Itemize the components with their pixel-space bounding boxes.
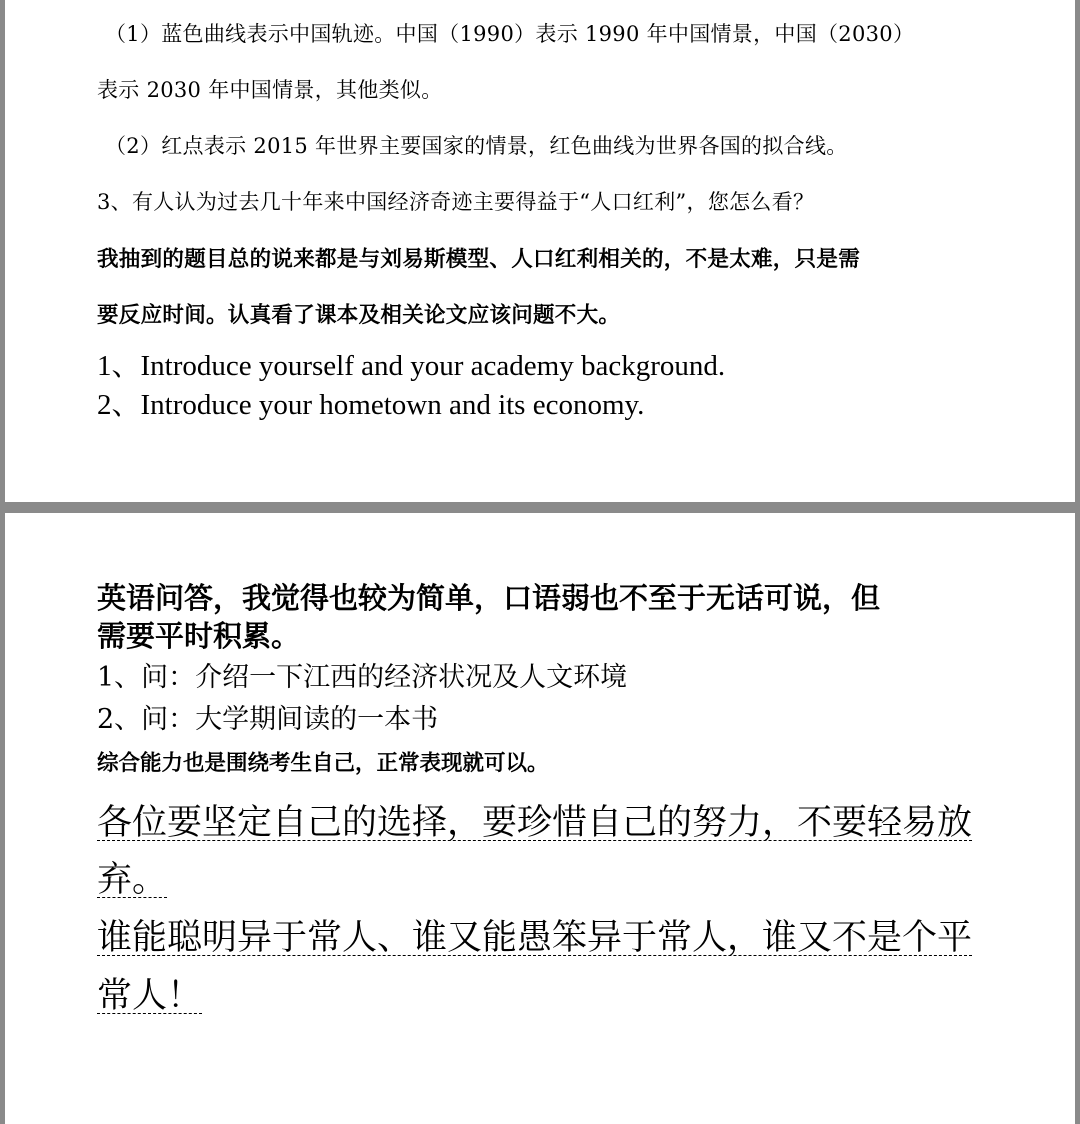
motto-2-line-1: 谁能聪明异于常人、谁又能愚笨异于常人，谁又不是个平 — [97, 918, 973, 958]
question-3: 3、有人认为过去几十年来中国经济奇迹主要得益于“人口红利”，您怎么看？ — [97, 190, 815, 214]
motto-1-line-2: 弃。 — [97, 860, 168, 900]
document-page-1 — [5, 0, 1075, 502]
english-question-2: 2、Introduce your hometown and its economy. — [97, 389, 645, 421]
qa-question-2: 2、问：大学期间读的一本书 — [97, 704, 439, 735]
comment-line-1: 我抽到的题目总的说来都是与刘易斯模型、人口红利相关的，不是太难，只是需 — [97, 247, 861, 272]
english-question-1: 1、Introduce yourself and your academy background. — [97, 350, 726, 382]
note-2: （2）红点表示 2015 年世界主要国家的情景，红色曲线为世界各国的拟合线。 — [105, 134, 848, 158]
qa-question-1: 1、问：介绍一下江西的经济状况及人文环境 — [97, 662, 628, 693]
comment-line-2: 要反应时间。认真看了课本及相关论文应该问题不大。 — [97, 303, 621, 328]
note-1-line-2: 表示 2030 年中国情景，其他类似。 — [97, 78, 443, 102]
heading-line-2: 需要平时积累。 — [97, 619, 301, 653]
motto-2-line-2: 常人！ — [97, 976, 203, 1016]
note-1-line-1: （1）蓝色曲线表示中国轨迹。中国（1990）表示 1990 年中国情景，中国（2030） — [105, 22, 915, 46]
summary-line: 综合能力也是围绕考生自己，正常表现就可以。 — [97, 751, 549, 776]
heading-line-1: 英语问答，我觉得也较为简单，口语弱也不至于无话可说，但 — [97, 581, 881, 615]
document-page-2 — [5, 513, 1075, 1124]
motto-1-line-1: 各位要坚定自己的选择，要珍惜自己的努力，不要轻易放 — [97, 803, 973, 843]
